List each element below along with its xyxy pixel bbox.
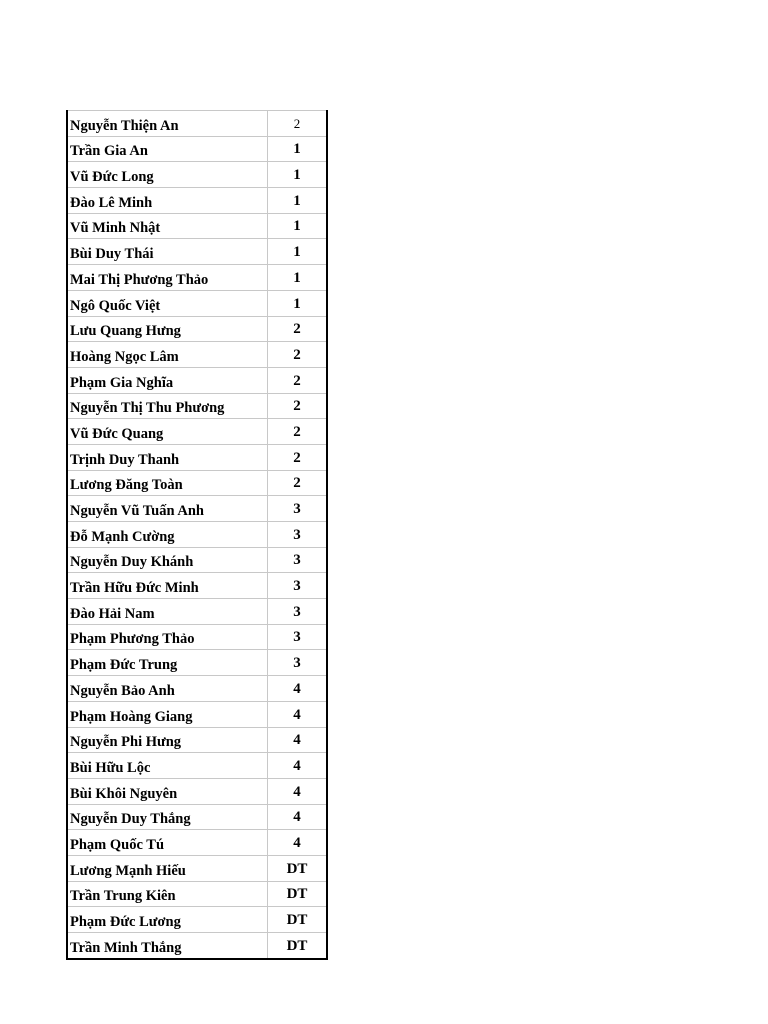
student-name-cell[interactable]: Đào Lê Minh: [67, 188, 268, 214]
table-row: [67, 111, 327, 137]
group-cell[interactable]: 1: [268, 290, 328, 316]
table-row: [67, 367, 327, 393]
group-cell[interactable]: DT: [268, 881, 328, 907]
student-name-cell[interactable]: Nguyễn Duy Khánh: [67, 547, 268, 573]
group-cell[interactable]: 3: [268, 624, 328, 650]
table-row: [67, 342, 327, 368]
group-cell[interactable]: 4: [268, 676, 328, 702]
group-cell[interactable]: 3: [268, 496, 328, 522]
group-cell[interactable]: 2: [268, 470, 328, 496]
group-cell[interactable]: 1: [268, 265, 328, 291]
table-row: [67, 778, 327, 804]
table-row: [67, 393, 327, 419]
table-row: [67, 907, 327, 933]
table-row: [67, 265, 327, 291]
table-row: [67, 419, 327, 445]
table-row: [67, 316, 327, 342]
group-cell[interactable]: 4: [268, 778, 328, 804]
group-cell[interactable]: 2: [268, 111, 328, 137]
group-cell[interactable]: 4: [268, 753, 328, 779]
table-row: [67, 136, 327, 162]
group-cell[interactable]: 3: [268, 573, 328, 599]
table-row: [67, 933, 327, 959]
group-cell[interactable]: 4: [268, 701, 328, 727]
table-row: [67, 881, 327, 907]
student-name-cell[interactable]: Lương Đăng Toàn: [67, 470, 268, 496]
student-name-cell[interactable]: Bùi Duy Thái: [67, 239, 268, 265]
table-row: [67, 650, 327, 676]
table-row: [67, 188, 327, 214]
group-cell[interactable]: 3: [268, 522, 328, 548]
student-name-cell[interactable]: Lưu Quang Hưng: [67, 316, 268, 342]
spreadsheet-sheet: [66, 110, 328, 960]
group-cell[interactable]: 2: [268, 444, 328, 470]
student-name-cell[interactable]: Trịnh Duy Thanh: [67, 444, 268, 470]
student-name-cell[interactable]: Bùi Khôi Nguyên: [67, 778, 268, 804]
student-name-cell[interactable]: Nguyễn Duy Thắng: [67, 804, 268, 830]
table-row: [67, 830, 327, 856]
student-name-cell[interactable]: Vũ Đức Quang: [67, 419, 268, 445]
table-row: [67, 522, 327, 548]
student-name-cell[interactable]: Vũ Minh Nhật: [67, 213, 268, 239]
table-row: [67, 855, 327, 881]
student-name-cell[interactable]: Phạm Quốc Tú: [67, 830, 268, 856]
group-cell[interactable]: 4: [268, 830, 328, 856]
group-cell[interactable]: DT: [268, 907, 328, 933]
table-row: [67, 496, 327, 522]
table-row: [67, 444, 327, 470]
group-cell[interactable]: 2: [268, 419, 328, 445]
student-name-cell[interactable]: Phạm Gia Nghĩa: [67, 367, 268, 393]
group-cell[interactable]: 2: [268, 316, 328, 342]
table-row: [67, 239, 327, 265]
student-name-cell[interactable]: Trần Hữu Đức Minh: [67, 573, 268, 599]
student-name-cell[interactable]: Nguyễn Bảo Anh: [67, 676, 268, 702]
group-cell[interactable]: 3: [268, 547, 328, 573]
roster-table: [66, 110, 328, 960]
group-cell[interactable]: 4: [268, 804, 328, 830]
table-row: [67, 599, 327, 625]
group-cell[interactable]: 4: [268, 727, 328, 753]
student-name-cell[interactable]: Phạm Phương Thảo: [67, 624, 268, 650]
group-cell[interactable]: 2: [268, 393, 328, 419]
group-cell[interactable]: 1: [268, 162, 328, 188]
student-name-cell[interactable]: Phạm Đức Lương: [67, 907, 268, 933]
table-row: [67, 162, 327, 188]
student-name-cell[interactable]: Nguyễn Phi Hưng: [67, 727, 268, 753]
table-row: [67, 701, 327, 727]
table-row: [67, 624, 327, 650]
group-cell[interactable]: DT: [268, 855, 328, 881]
student-name-cell[interactable]: Hoàng Ngọc Lâm: [67, 342, 268, 368]
student-name-cell[interactable]: Nguyễn Vũ Tuấn Anh: [67, 496, 268, 522]
table-row: [67, 547, 327, 573]
student-name-cell[interactable]: Phạm Hoàng Giang: [67, 701, 268, 727]
student-name-cell[interactable]: Trần Minh Thắng: [67, 933, 268, 959]
table-row: [67, 727, 327, 753]
table-row: [67, 213, 327, 239]
group-cell[interactable]: 1: [268, 213, 328, 239]
group-cell[interactable]: 1: [268, 136, 328, 162]
group-cell[interactable]: 3: [268, 650, 328, 676]
student-name-cell[interactable]: Bùi Hữu Lộc: [67, 753, 268, 779]
student-name-cell[interactable]: Nguyễn Thị Thu Phương: [67, 393, 268, 419]
table-row: [67, 290, 327, 316]
group-cell[interactable]: 1: [268, 188, 328, 214]
table-row: [67, 470, 327, 496]
table-row: [67, 573, 327, 599]
group-cell[interactable]: 2: [268, 342, 328, 368]
roster-table-body: [67, 111, 327, 959]
student-name-cell[interactable]: Vũ Đức Long: [67, 162, 268, 188]
student-name-cell[interactable]: Trần Gia An: [67, 136, 268, 162]
group-cell[interactable]: 2: [268, 367, 328, 393]
group-cell[interactable]: 1: [268, 239, 328, 265]
student-name-cell[interactable]: Trần Trung Kiên: [67, 881, 268, 907]
table-row: [67, 804, 327, 830]
student-name-cell[interactable]: Lương Mạnh Hiếu: [67, 855, 268, 881]
group-cell[interactable]: 3: [268, 599, 328, 625]
table-row: [67, 753, 327, 779]
student-name-cell[interactable]: Nguyễn Thiện An: [67, 111, 268, 137]
student-name-cell[interactable]: Đào Hải Nam: [67, 599, 268, 625]
group-cell[interactable]: DT: [268, 933, 328, 959]
student-name-cell[interactable]: Phạm Đức Trung: [67, 650, 268, 676]
table-row: [67, 676, 327, 702]
student-name-cell[interactable]: Đỗ Mạnh Cường: [67, 522, 268, 548]
student-name-cell[interactable]: Mai Thị Phương Thảo: [67, 265, 268, 291]
student-name-cell[interactable]: Ngô Quốc Việt: [67, 290, 268, 316]
